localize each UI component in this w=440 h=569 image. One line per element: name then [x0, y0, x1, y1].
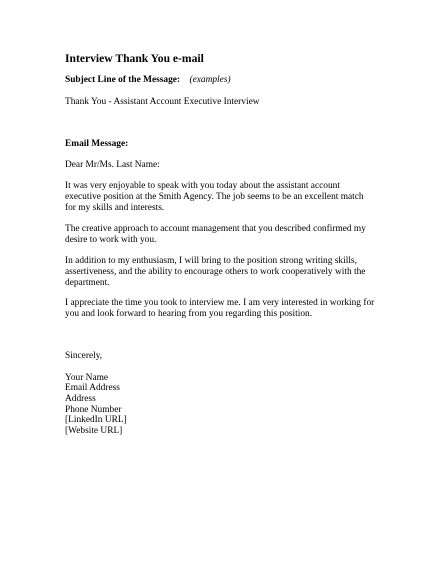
subject-note: (examples) [189, 75, 231, 85]
signature-name: Your Name [65, 373, 109, 383]
subject-example: Thank You - Assistant Account Executive Interview [65, 97, 260, 107]
salutation: Dear Mr/Ms. Last Name: [65, 160, 160, 170]
signature-email: Email Address [65, 383, 120, 393]
signature-address: Address [65, 394, 96, 404]
paragraph-line: desire to work with you. [65, 235, 157, 245]
paragraph-line: for my skills and interests. [65, 203, 165, 213]
subject-heading: Subject Line of the Message: [65, 75, 181, 85]
paragraph-line: I appreciate the time you took to interview me. I am very interested in working for [65, 298, 375, 308]
subject-line-row [65, 75, 231, 86]
signature-linkedin: [LinkedIn URL] [65, 415, 127, 425]
paragraph-line: In addition to my enthusiasm, I will bring to the position strong writing skills, [65, 256, 357, 266]
email-heading: Email Message: [65, 139, 129, 149]
signature-website: [Website URL] [65, 426, 123, 436]
document-title: Interview Thank You e-mail [65, 52, 204, 65]
paragraph-line: department. [65, 278, 110, 288]
paragraph-line: It was very enjoyable to speak with you today about the assistant account [65, 181, 340, 191]
paragraph-line: executive position at the Smith Agency. The job seems to be an excellent match [65, 192, 364, 202]
paragraph-line: you and look forward to hearing from you regarding this position. [65, 309, 313, 319]
paragraph-line: assertiveness, and the ability to encourage others to work cooperatively with the [65, 267, 366, 277]
paragraph-line: The creative approach to account management that you described confirmed my [65, 224, 366, 234]
closing: Sincerely, [65, 351, 103, 361]
signature-phone: Phone Number [65, 405, 122, 415]
